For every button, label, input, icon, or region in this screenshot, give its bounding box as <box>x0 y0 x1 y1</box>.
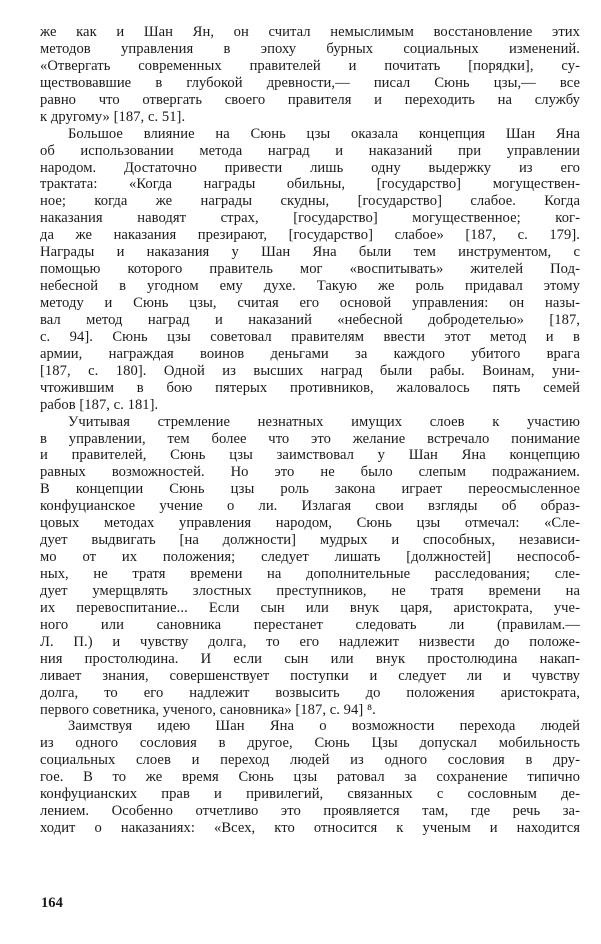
text-line: чтожившим в бою пятерых противников, жаловалось пять семей <box>40 379 580 396</box>
text-line: народом. Достаточно привести лишь одну выдержку из его <box>40 159 580 176</box>
text-line: мо от их положения; следует лишать [должностей] неспособ- <box>40 549 580 566</box>
text-line: цовых методах управления народом, Сюнь цзы отмечал: «Сле- <box>40 515 580 532</box>
text-line: и правителей, Сюнь цзы заимствовал у Шан Яна концепцию <box>40 447 580 464</box>
text-line: методу и Сюнь цзы, считая его основой управления: он назы- <box>40 295 580 311</box>
text-line: ных, не тратя времени на дополнительные расследования; сле- <box>40 566 580 582</box>
text-line: армии, награждая воинов деньгами за каждого убитого врага <box>40 345 580 362</box>
text-line: Награды и наказания у Шан Яна были тем инструментом, с <box>40 244 580 261</box>
text-line: [187, с. 180]. Одной из высших наград были рабы. Воинам, уни- <box>40 362 580 379</box>
text-line: первого советника, ученого, сановника» [187, с. 94] ⁸. <box>40 701 376 718</box>
text-line: дует выдвигать [на должности] мудрых и способных, независи- <box>40 532 580 549</box>
text-line: методов управления в эпоху бурных социальных изменений. <box>40 40 580 57</box>
text-line: об использовании метода наград и наказаний при управлении <box>40 142 580 159</box>
text-line: Л. П.) и чувству долга, то его надлежит низвести до положе- <box>40 633 580 650</box>
text-line: ходит о наказаниях: «Всех, кто относится к ученым и находится <box>40 820 580 837</box>
text-line: наказания наводят страх, [государство] могущественное; ког- <box>40 210 580 227</box>
text-line: ное; когда же награды скудны, [государство] слабое. Когда <box>40 193 580 210</box>
text-line: равно что отвергать своего правителя и переходить на службу <box>40 91 580 108</box>
text-line: к другому» [187, с. 51]. <box>40 108 186 125</box>
text-line: «Отвергать современных правителей и почитать [порядки], су- <box>40 57 580 74</box>
page-number: 164 <box>41 895 63 911</box>
text-line: дует умерщвлять злостных преступников, не тратя времени на <box>40 582 580 599</box>
text-line: ществовавшие в глубокой древности,— писал Сюнь цзы,— все <box>40 74 580 91</box>
text-line: да же наказания презирают, [государство] слабое» [187, с. 179]. <box>40 227 580 244</box>
text-line: же как и Шан Ян, он считал немыслимым восстановление этих <box>40 24 580 40</box>
text-line: ния простолюдина. И если сын или внук простолюдина накап- <box>40 650 580 667</box>
text-line: из одного сословия в другое, Сюнь Цзы допускал мобильность <box>40 735 580 752</box>
text-line: лением. Особенно отчетливо это проявляется там, где речь за- <box>40 803 580 820</box>
text-line: трактата: «Когда награды обильны, [государство] могуществен- <box>40 176 580 193</box>
text-line: гое. В то же время Сюнь цзы ратовал за сохранение типично <box>40 769 580 786</box>
text-line: вал метод наград и наказаний «небесной добродетелью» [187, <box>40 311 580 328</box>
text-line: их перевоспитание... Если сын или внук царя, аристократа, уче- <box>40 599 580 616</box>
text-line: Заимствуя идею Шан Яна о возможности перехода людей <box>68 718 580 735</box>
text-line: В концепции Сюнь цзы роль закона играет переосмысленное <box>40 481 580 498</box>
text-line: Учитывая стремление незнатных имущих слоев к участию <box>68 413 580 430</box>
text-line: в управлении, тем более что это желание встречало понимание <box>40 430 580 447</box>
text-line: рабов [187, с. 181]. <box>40 396 159 413</box>
text-line: долга, то его надлежит возвысить до положения аристократа, <box>40 684 580 701</box>
text-line: социальных слоев и переход людей из одного сословия в дру- <box>40 752 580 769</box>
text-line: ливает знания, совершенствует поступки и следует ли и чувству <box>40 667 580 684</box>
text-line: помощью которого правитель мог «воспитывать» жителей Под- <box>40 261 580 278</box>
text-line: с. 94]. Сюнь цзы советовал правителям ввести этот метод и в <box>40 328 580 345</box>
text-line: конфуцианское учение о ли. Излагая свои взгляды об образ- <box>40 498 580 515</box>
text-line: ного или сановника перестанет следовать ли (правилам.— <box>40 616 580 633</box>
text-line: равных возможностей. Но это не было слепым подражанием. <box>40 464 580 481</box>
text-line: Большое влияние на Сюнь цзы оказала концепция Шан Яна <box>68 125 580 142</box>
text-line: конфуцианских прав и привилегий, связанных с сословным де- <box>40 786 580 803</box>
text-line: небесной в угодном ему духе. Такую же роль придавал этому <box>40 278 580 295</box>
page-body <box>40 24 580 924</box>
